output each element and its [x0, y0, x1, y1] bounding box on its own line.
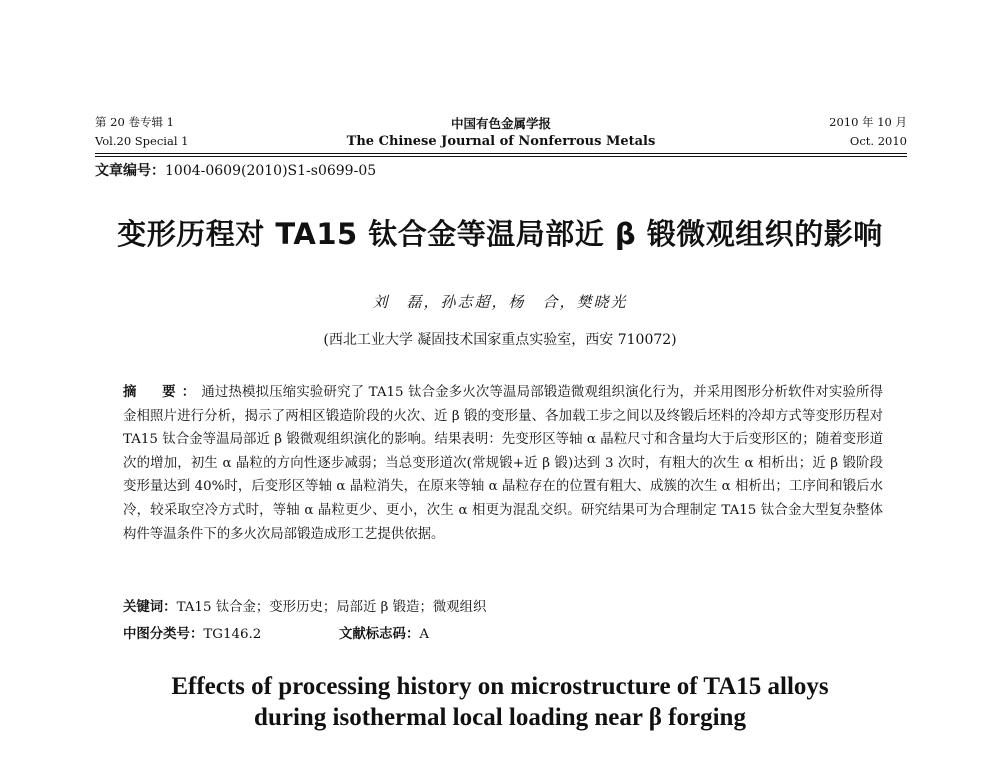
title-en-line1: Effects of processing history on microstructure of TA15 alloys — [171, 673, 829, 700]
abstract-text: 通过热模拟压缩实验研究了 TA15 钛合金多火次等温局部锻造微观组织演化行为，并采用图形分析软件对实验所得金相照片进行分析，揭示了两相区锻造阶段的火次、近 β 锻的变形量、各加载工步之间以及终锻后坯料的冷却方式等变形历程对 TA15 钛合金等温局部近 β 锻微观组织演化的影响。结果表明：先变形区等轴 α 晶粒尺寸和含量均大于后变形区的；随着变形道次的增加，初生 α 晶粒的方向性逐步减弱；当总变形道次(常规锻+近 β 锻)达到 3 次时，有粗大的次生 α 相析出；近 β 锻阶段变形量达到 40%时，后变形区等轴 α 晶粒消失，在原来等轴 α 晶粒存在的位置有粗大、成簇的次生 α 相析出；工序间和锻后水冷，较采取空冷方式时，等轴 α 晶粒更少、更小，次生 α 相更为混乱交织。研究结果可为合理制定 TA15 钛合金大型复杂整体构件等温条件下的多火次局部锻造成形工艺提供依据。 — [123, 385, 884, 542]
header-rule-thin — [95, 156, 907, 157]
abstract — [123, 381, 883, 546]
abstract-label: 摘 要： — [123, 385, 202, 400]
affiliation: (西北工业大学 凝固技术国家重点实验室，西安 710072) — [323, 332, 677, 348]
article-number-value: 1004-0609(2010)S1-s0699-05 — [165, 163, 377, 179]
journal-name-en: The Chinese Journal of Nonferrous Metals — [346, 134, 656, 149]
running-header-en — [95, 134, 907, 152]
keywords-text: TA15 钛合金；变形历史；局部近 β 锻造；微观组织 — [176, 600, 487, 615]
classification-value: TG146.2 — [203, 627, 262, 642]
journal-name-cn: 中国有色金属学报 — [450, 116, 551, 131]
date-en: Oct. 2010 — [849, 134, 907, 148]
document-code — [339, 623, 429, 642]
classification-row — [123, 623, 883, 642]
volume-en: Vol.20 Special 1 — [95, 134, 189, 148]
date-cn: 2010 年 10 月 — [829, 115, 907, 129]
article-number-label: 文章编号： — [95, 163, 165, 179]
keywords-label: 关键词： — [123, 600, 177, 615]
header-rule — [95, 153, 907, 154]
article-number — [95, 160, 376, 180]
document-code-value: A — [419, 627, 430, 642]
volume-cn: 第 20 卷专辑 1 — [95, 115, 174, 129]
running-header-cn — [95, 114, 907, 132]
title-en — [0, 671, 1000, 733]
keywords — [123, 596, 486, 615]
document-code-label: 文献标志码： — [339, 627, 420, 642]
title-cn: 变形历程对 TA15 钛合金等温局部近 β 锻微观组织的影响 — [117, 217, 883, 251]
authors: 刘 磊，孙志超，杨 合，樊晓光 — [372, 293, 628, 311]
classification-label: 中图分类号： — [123, 627, 204, 642]
title-en-line2: during isothermal local loading near β forging — [254, 704, 746, 731]
